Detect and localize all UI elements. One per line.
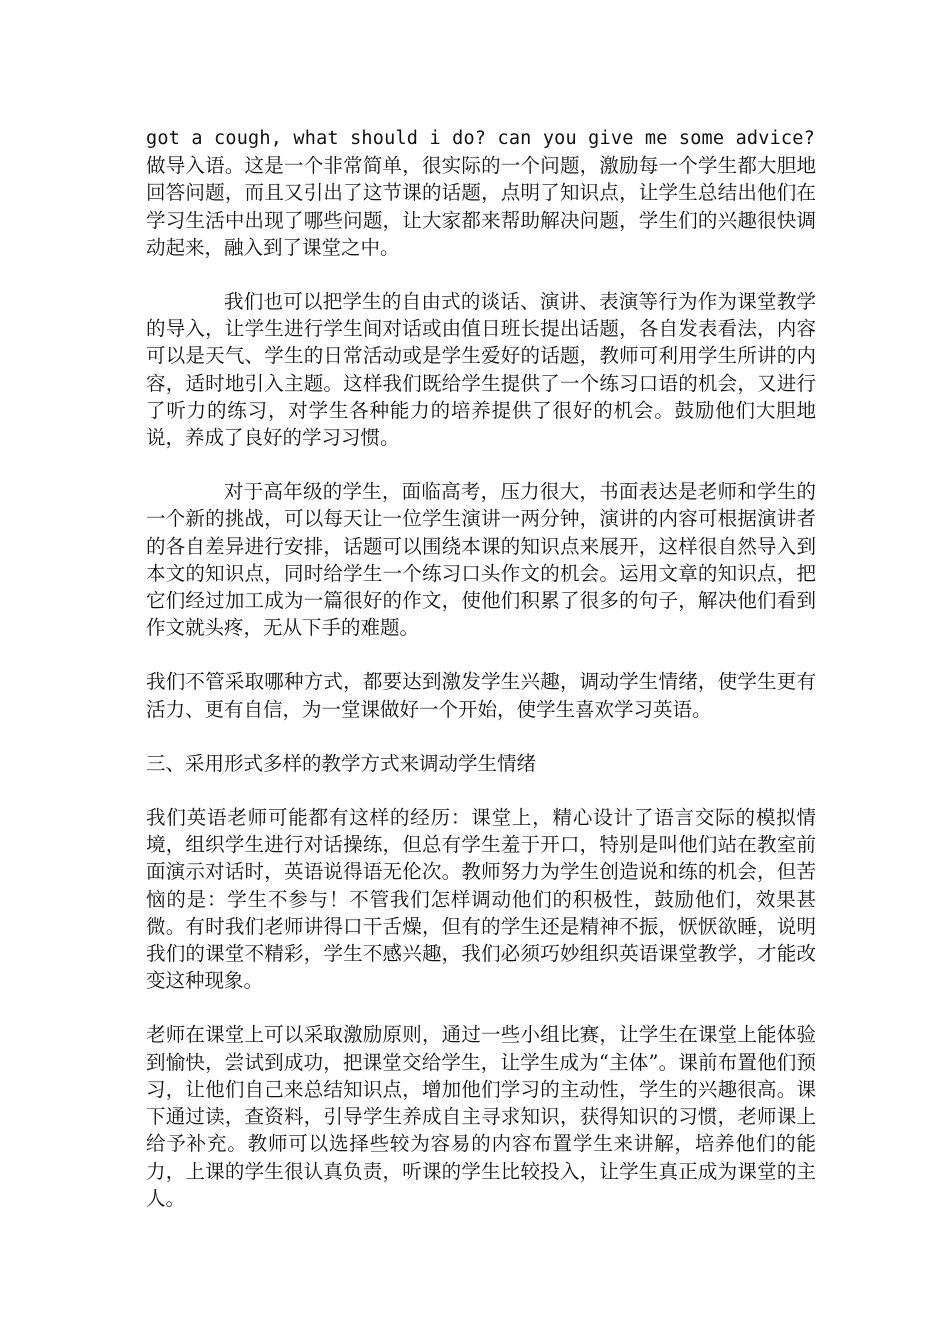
paragraph-intro-question	[146, 124, 816, 261]
section-heading: 三、采用形式多样的教学方式来调动学生情绪	[146, 751, 537, 775]
document-page	[146, 124, 816, 1239]
paragraph-motivation-principle: 老师在课堂上可以采取激励原则，通过一些小组比赛，让学生在课堂上能体验到愉快，尝试到成功，把课堂交给学生，让学生成为“主体”。课前布置他们预习，让他们自己来总结知识点，增加他们学习的主动性，学生的兴趣很高。课下通过读，查资料，引导学生养成自主寻求知识，获得知识的习惯，老师课上给予补充。教师可以选择些较为容易的内容布置学生来讲解，培养他们的能力，上课的学生很认真负责，听课的学生比较投入，让学生真正成为课堂的主人。	[146, 1023, 816, 1210]
paragraph-senior-students: 对于高年级的学生，面临高考，压力很大，书面表达是老师和学生的一个新的挑战，可以每天让一位学生演讲一两分钟，演讲的内容可根据演讲者的各自差异进行安排，话题可以围绕本课的知识点来展开，这样很自然导入到本文的知识点，同时给学生一个练习口头作文的机会。运用文章的知识点，把它们经过加工成为一篇很好的作文，使他们积累了很多的句子，解决他们看到作文就头疼，无从下手的难题。	[146, 480, 816, 640]
english-question-text: got a cough, what should i do? can you give me some advice?	[146, 128, 815, 149]
paragraph-text: 做导入语。这是一个非常简单，很实际的一个问题，激励每一个学生都大胆地回答问题，而且又引出了这节课的话题，点明了知识点，让学生总结出他们在学习生活中出现了哪些问题，让大家都来帮助解决问题，学生们的兴趣很快调动起来，融入到了课堂之中。	[146, 154, 816, 259]
paragraph-summary: 我们不管采取哪种方式，都要达到激发学生兴趣，调动学生情绪，使学生更有活力、更有自信，为一堂课做好一个开始，使学生喜欢学习英语。	[146, 670, 816, 721]
paragraph-free-talk: 我们也可以把学生的自由式的谈话、演讲、表演等行为作为课堂教学的导入，让学生进行学生间对话或由值日班长提出话题，各自发表看法，内容可以是天气、学生的日常活动或是学生爱好的话题，教师可利用学生所讲的内容，适时地引入主题。这样我们既给学生提供了一个练习口语的机会，又进行了听力的练习，对学生各种能力的培养提供了很好的机会。鼓励他们大胆地说，养成了良好的学习习惯。	[146, 290, 816, 450]
paragraph-teacher-experience: 我们英语老师可能都有这样的经历：课堂上，精心设计了语言交际的模拟情境，组织学生进行对话操练，但总有学生羞于开口，特别是叫他们站在教室前面演示对话时，英语说得语无伦次。教师努力为学生创造说和练的机会，但苦恼的是：学生不参与！不管我们怎样调动他们的积极性，鼓励他们，效果甚微。有时我们老师讲得口干舌燥，但有的学生还是精神不振，恹恹欲睡，说明我们的课堂不精彩，学生不感兴趣，我们必须巧妙组织英语课堂教学，才能改变这种现象。	[146, 806, 816, 993]
